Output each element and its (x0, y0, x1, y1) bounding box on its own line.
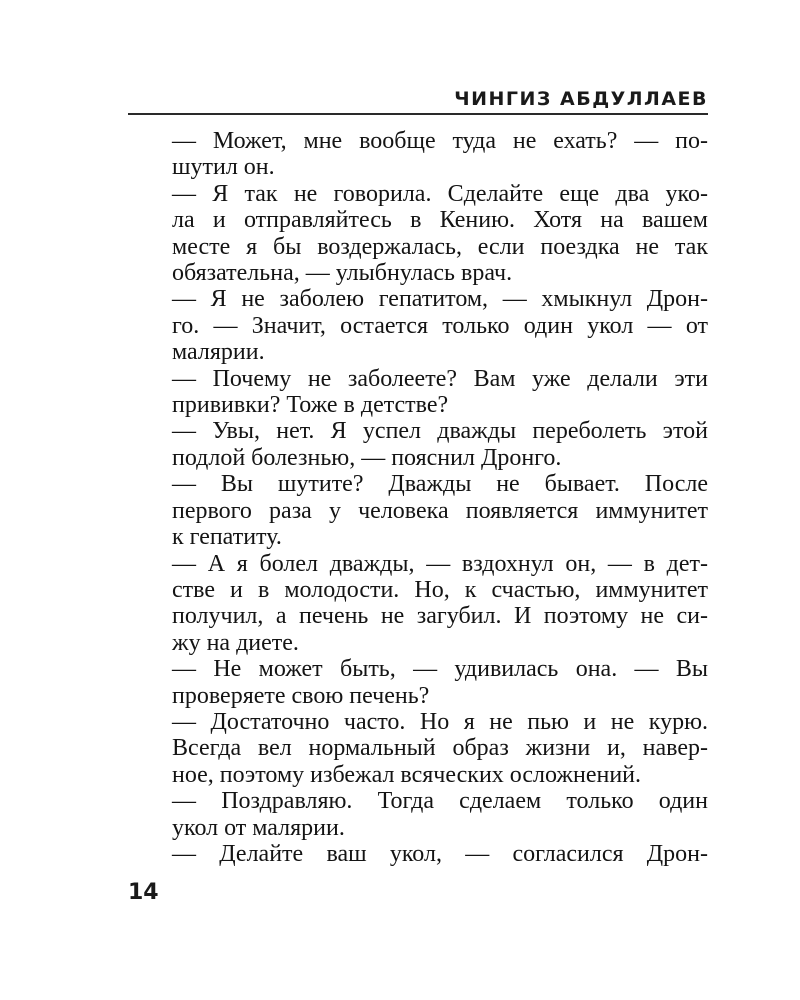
text-line: — Я не заболею гепатитом, — хмыкнул Дрон- (172, 286, 708, 313)
text-line: — Поздравляю. Тогда сделаем только один (172, 788, 708, 815)
paragraph (130, 128, 708, 181)
paragraph (130, 841, 708, 867)
text-line: малярии. (172, 339, 265, 366)
text-line: обязательна, — улыбнулась врач. (172, 260, 513, 287)
paragraph (130, 366, 708, 419)
text-line: — Вы шутите? Дважды не бывает. После (172, 471, 708, 498)
body-text (130, 128, 708, 867)
text-line: стве и в молодости. Но, к счастью, иммунитет (172, 576, 708, 603)
text-line: жу на диете. (172, 629, 299, 656)
text-line: — Почему не заболеете? Вам уже делали эти (172, 365, 708, 392)
text-line: первого раза у человека появляется иммунитет (172, 497, 708, 524)
paragraph (130, 551, 708, 657)
paragraph (130, 709, 708, 788)
text-line: к гепатиту. (172, 524, 282, 551)
text-line: месте я бы воздержалась, если поездка не так (172, 233, 708, 260)
running-head-author: ЧИНГИЗ АБДУЛЛАЕВ (454, 88, 708, 110)
text-line: — Достаточно часто. Но я не пью и не курю. (172, 708, 708, 735)
text-line: — Может, мне вообще туда не ехать? — по- (172, 128, 708, 154)
text-line: прививки? Тоже в детстве? (172, 392, 449, 419)
header-rule (128, 113, 708, 115)
text-line: — Я так не говорила. Сделайте еще два уко- (172, 180, 708, 207)
paragraph (130, 181, 708, 287)
paragraph (130, 471, 708, 550)
text-line: подлой болезнью, — пояснил Дронго. (172, 444, 562, 471)
paragraph (130, 788, 708, 841)
text-line: ное, поэтому избежал всяческих осложнений. (172, 761, 642, 788)
text-line: го. — Значит, остается только один укол — от (172, 312, 708, 339)
text-line: — Делайте ваш укол, — согласился Дрон- (172, 840, 708, 867)
text-line: ла и отправляйтесь в Кению. Хотя на вашем (172, 207, 708, 234)
text-line: — Увы, нет. Я успел дважды переболеть этой (172, 418, 708, 445)
text-line: получил, а печень не загубил. И поэтому не си- (172, 603, 708, 630)
text-line: проверяете свою печень? (172, 682, 430, 709)
text-line: — А я болел дважды, — вздохнул он, — в дет- (172, 550, 708, 577)
paragraph (130, 286, 708, 365)
text-line: — Не может быть, — удивилась она. — Вы (172, 656, 708, 683)
paragraph (130, 656, 708, 709)
paragraph (130, 418, 708, 471)
page-number: 14 (128, 880, 159, 905)
text-line: Всегда вел нормальный образ жизни и, навер- (172, 735, 708, 762)
text-line: шутил он. (172, 154, 275, 181)
text-line: укол от малярии. (172, 814, 345, 841)
